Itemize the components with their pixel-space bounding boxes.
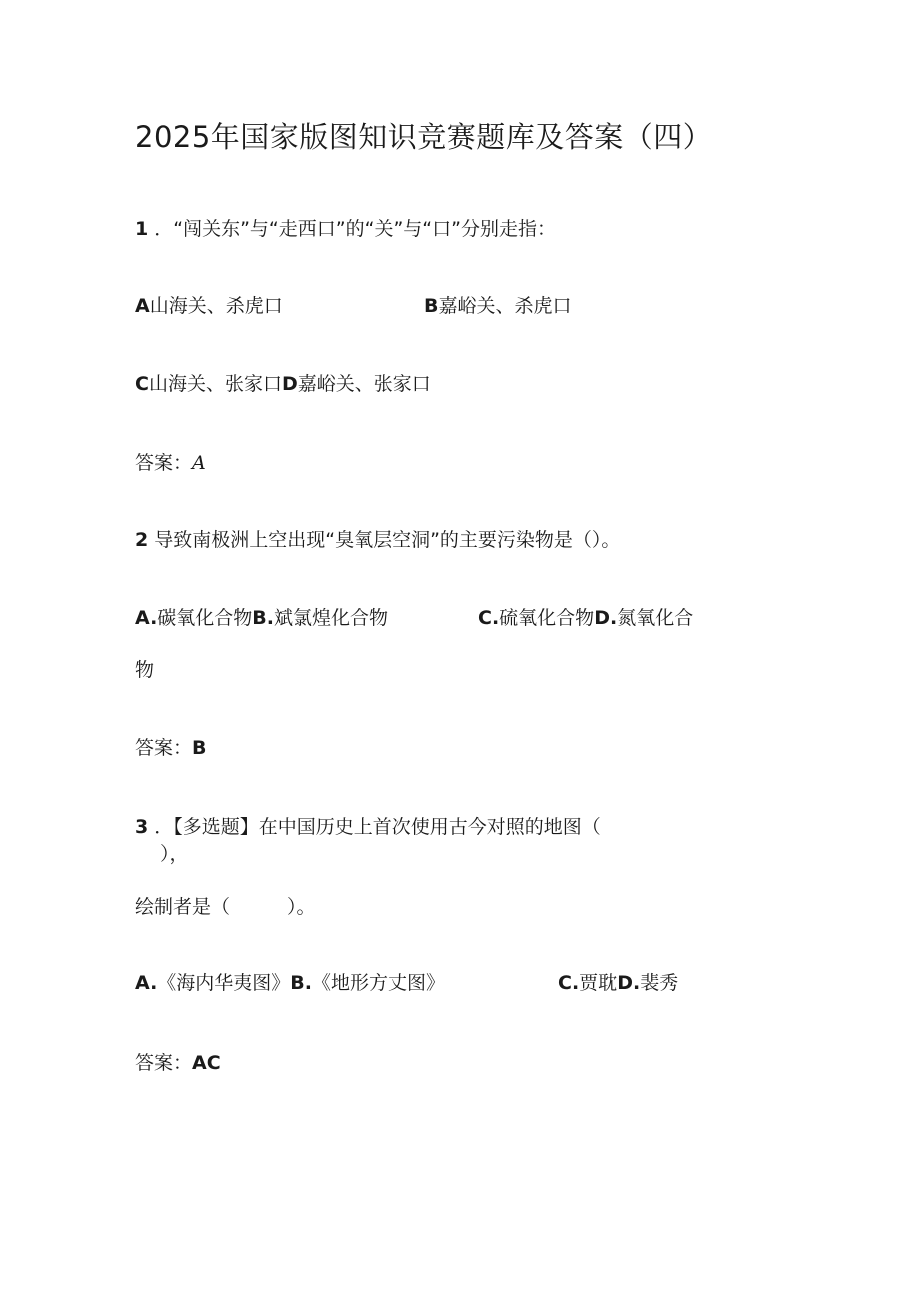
option-separator: . [609, 607, 618, 629]
option-separator: . [266, 607, 274, 629]
question-text: 【多选题】在中国历史上首次使用古今对照的地图（ [173, 816, 601, 838]
option-separator: . [491, 607, 500, 629]
answer-value: AC [192, 1052, 221, 1074]
option-text: 嘉峪关、杀虎口 [438, 295, 572, 317]
option-text: 斌氯煌化合物 [274, 607, 389, 629]
question-3 [135, 814, 601, 840]
option-a [135, 970, 445, 996]
answer-value: A [192, 452, 206, 474]
option-key: D [281, 373, 298, 395]
question-1 [135, 216, 556, 242]
answer-3 [135, 1050, 221, 1076]
option-text: 碳氧化合物 [157, 607, 253, 629]
question-1-options-row-1 [135, 293, 735, 319]
option-text: 《海内华夷图》 [157, 972, 291, 994]
question-2 [135, 527, 620, 553]
option-text: 裴秀 [640, 972, 679, 994]
option-separator: . [632, 972, 641, 994]
option-separator: . [150, 607, 158, 629]
option-b [424, 293, 572, 319]
option-text: 氮氧化合 [617, 607, 694, 629]
option-key: A [135, 972, 151, 994]
option-separator: . [150, 972, 158, 994]
option-key: B [424, 295, 439, 317]
option-key: A [135, 607, 151, 629]
question-2-options-wrap: 物 [135, 659, 155, 681]
option-a [135, 293, 283, 319]
option-key: B [290, 972, 305, 994]
option-text: 贾耽 [579, 972, 618, 994]
question-2-options-row-1 [135, 605, 775, 631]
answer-1 [135, 450, 206, 476]
option-key: C [478, 607, 492, 629]
question-3-line-3: 绘制者是（ ）。 [135, 896, 316, 918]
question-3-continuation: ）， [160, 843, 189, 865]
answer-label: 答案： [135, 452, 193, 474]
option-text: 山海关、杀虎口 [149, 295, 283, 317]
option-separator: . [571, 972, 580, 994]
answer-label: 答案： [135, 1052, 193, 1074]
option-key: C [135, 373, 149, 395]
option-a [135, 605, 388, 631]
answer-label: 答案： [135, 737, 193, 759]
question-number: 1 [135, 218, 149, 240]
question-text: 导致南极洲上空出现“臭氧层空洞”的主要污染物是（）。 [154, 529, 621, 551]
option-key: B [252, 607, 267, 629]
option-separator: . [304, 972, 312, 994]
answer-value: B [192, 737, 207, 759]
document-title: 2025年国家版图知识竞赛题库及答案（四） [135, 120, 713, 154]
option-c [558, 970, 678, 996]
question-number: 2 [135, 529, 149, 551]
option-key: A [135, 295, 150, 317]
question-1-options-row-2 [135, 371, 431, 397]
question-separator: ． [154, 218, 174, 240]
option-key: D [617, 972, 633, 994]
option-key: C [558, 972, 572, 994]
option-text: 硫氧化合物 [499, 607, 595, 629]
option-c [135, 373, 282, 395]
answer-2 [135, 735, 207, 761]
question-separator: ． [154, 816, 174, 838]
option-text: 嘉峪关、张家口 [297, 373, 431, 395]
option-text: 《地形方丈图》 [312, 972, 446, 994]
question-number: 3 [135, 816, 149, 838]
option-key: D [594, 607, 610, 629]
option-text: 山海关、张家口 [148, 373, 282, 395]
option-d [282, 373, 431, 395]
question-text: “闯关东”与“走西口”的“关”与“口”分别走指： [173, 218, 556, 240]
question-3-options-row [135, 970, 735, 996]
option-c [478, 605, 693, 631]
